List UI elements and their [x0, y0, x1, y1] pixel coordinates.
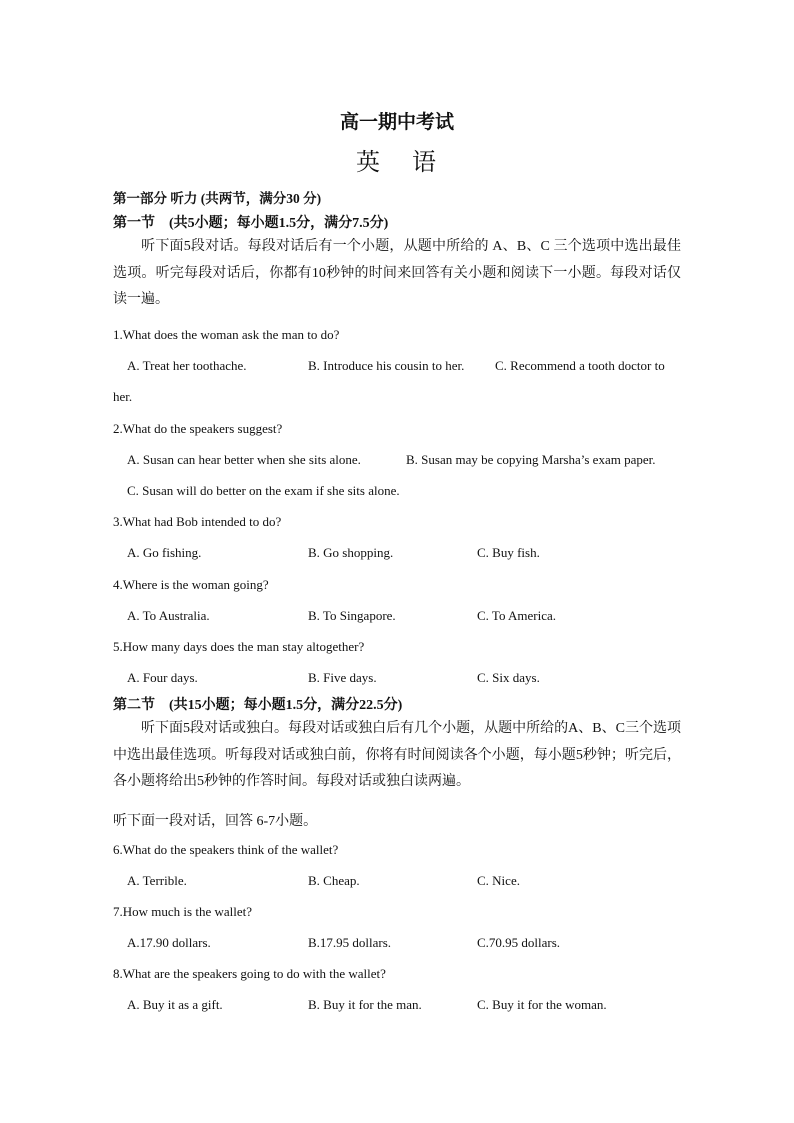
question-2: 2.What do the speakers suggest? [113, 421, 283, 436]
q5-option-a: A. Four days. [127, 670, 198, 685]
section1-instruction [113, 234, 681, 314]
q3-option-b: B. Go shopping. [308, 545, 394, 560]
question-1: 1.What does the woman ask the man to do? [113, 327, 340, 342]
dialog-intro: 听下面一段对话，回答 6-7小题。 [113, 814, 318, 829]
q8-option-b: B. Buy it for the man. [308, 997, 422, 1012]
q5-option-c: C. Six days. [477, 670, 540, 685]
q4-option-b: B. To Singapore. [308, 608, 396, 623]
q6-option-c: C. Nice. [477, 873, 520, 888]
page-title: 高一期中考试 [339, 112, 454, 133]
q2-option-a: A. Susan can hear better when she sits alone. [127, 452, 361, 467]
q6-option-a: A. Terrible. [127, 873, 187, 888]
q1-option-c: C. Recommend a tooth doctor to [495, 358, 665, 373]
subject-char-1: 英 [356, 150, 382, 176]
q7-option-a: A.17.90 dollars. [127, 935, 211, 950]
q8-option-a: A. Buy it as a gift. [127, 997, 223, 1012]
q6-option-b: B. Cheap. [308, 873, 360, 888]
subject-title [0, 142, 794, 177]
q8-option-c: C. Buy it for the woman. [477, 997, 607, 1012]
q4-option-c: C. To America. [477, 608, 557, 623]
q3-option-a: A. Go fishing. [127, 545, 202, 560]
q1-option-c-continued: her. [113, 389, 133, 404]
question-5: 5.How many days does the man stay altogether? [113, 639, 365, 654]
section2-instruction-text: 听下面5段对话或独白。每段对话或独白后有几个小题，从题中所给的A、B、C三个选项中选出最佳选项。听每段对话或独白前，你将有时间阅读各个小题，每小题5秒钟；听完后，各小题将给出5秒钟的作答时间。每段对话或独白读两遍。 [113, 721, 681, 789]
part1-heading: 第一部分 听力 (共两节，满分30 分) [113, 191, 322, 206]
section2-heading: 第二节 (共15小题；每小题1.5分，满分22.5分) [113, 698, 403, 713]
question-7: 7.How much is the wallet? [113, 904, 252, 919]
section1-instruction-text: 听下面5段对话。每段对话后有一个小题，从题中所给的 A、B、C 三个选项中选出最佳选项。听完每段对话后，你都有10秒钟的时间来回答有关小题和阅读下一小题。每段对话仅读一遍。 [113, 239, 681, 307]
question-8: 8.What are the speakers going to do with the wallet? [113, 966, 386, 981]
q7-option-c: C.70.95 dollars. [477, 935, 561, 950]
q3-option-c: C. Buy fish. [477, 545, 540, 560]
question-4: 4.Where is the woman going? [113, 577, 269, 592]
q5-option-b: B. Five days. [308, 670, 377, 685]
question-6: 6.What do the speakers think of the wallet? [113, 842, 339, 857]
q7-option-b: B.17.95 dollars. [308, 935, 392, 950]
q4-option-a: A. To Australia. [127, 608, 210, 623]
q1-option-a: A. Treat her toothache. [127, 358, 247, 373]
q2-option-b: B. Susan may be copying Marsha’s exam paper. [406, 452, 656, 467]
section2-instruction [113, 716, 681, 796]
question-3: 3.What had Bob intended to do? [113, 514, 282, 529]
q2-option-c: C. Susan will do better on the exam if she sits alone. [127, 483, 400, 498]
q1-option-b: B. Introduce his cousin to her. [308, 358, 465, 373]
section1-heading: 第一节 (共5小题；每小题1.5分，满分7.5分) [113, 216, 389, 231]
subject-char-2: 语 [412, 150, 438, 176]
